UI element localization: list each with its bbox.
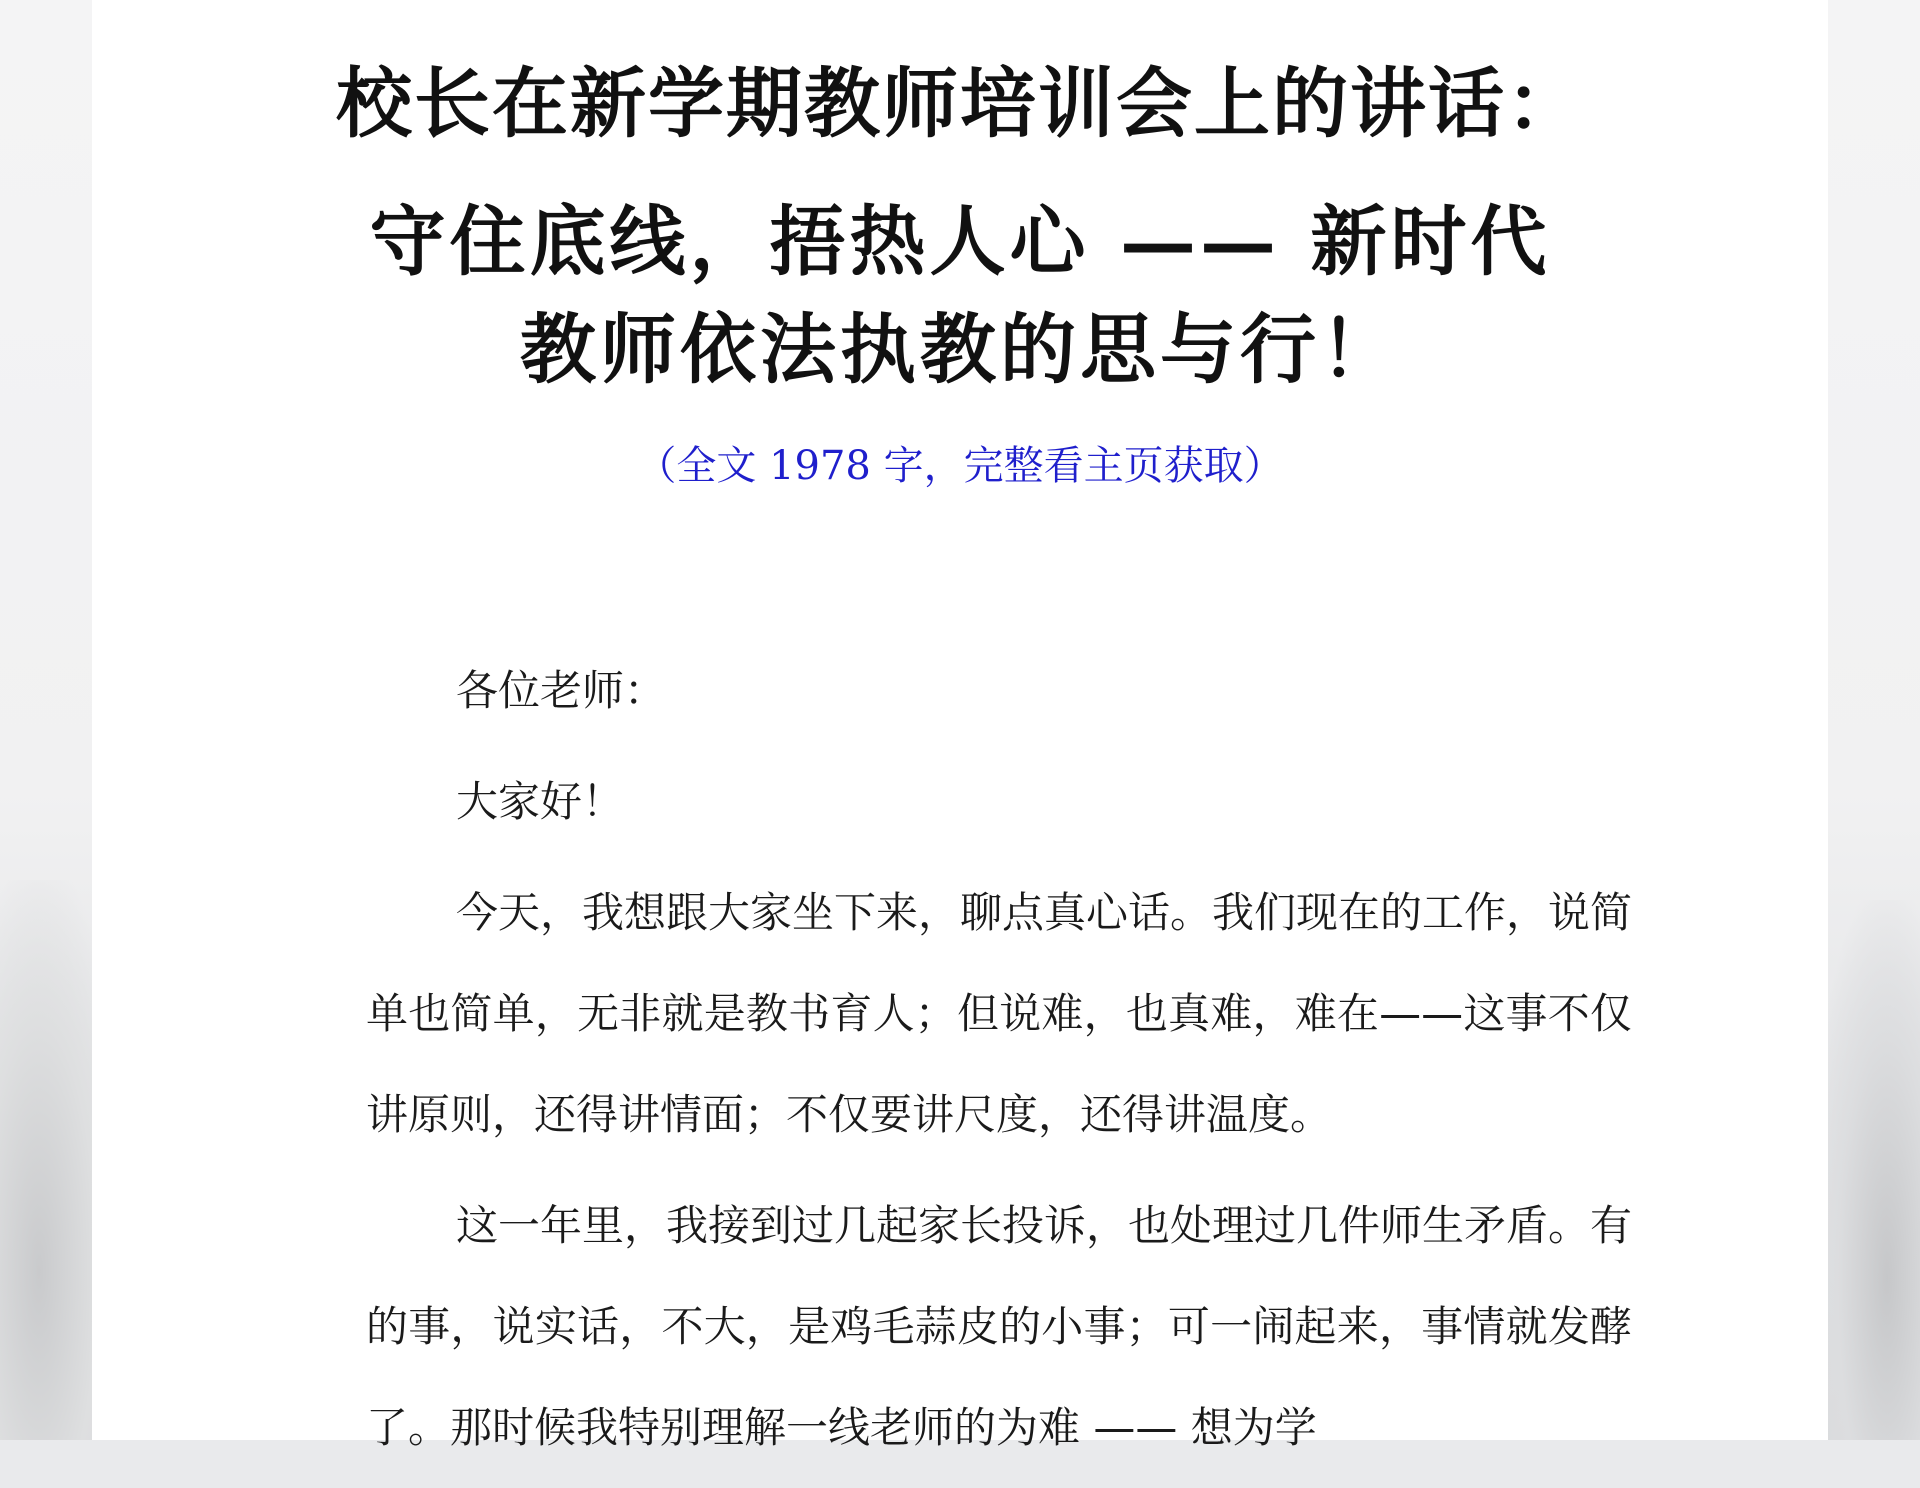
title-line-1: 校长在新学期教师培训会上的讲话： <box>336 59 1584 148</box>
word-count-note: （全文 1978 字，完整看主页获取） <box>636 443 1284 489</box>
greeting: 大家好！ <box>456 777 625 826</box>
salutation: 各位老师： <box>456 666 667 715</box>
document-page <box>92 0 1828 1452</box>
paragraph: 今天，我想跟大家坐下来，聊点真心话。我们现在的工作，说简单也简单，无非就是教书育人；但说难，也真难，难在——这事不仅讲原则，还得讲情面；不仅要讲尺度，还得讲温度。 <box>366 888 1633 1139</box>
speech-body <box>366 640 1632 1488</box>
title-line-2: 守住底线，捂热人心 —— 新时代 <box>369 197 1551 286</box>
title-line-3: 教师依法执教的思与行！ <box>520 305 1400 394</box>
paragraph: 这一年里，我接到过几起家长投诉，也处理过几件师生矛盾。有的事，说实话，不大，是鸡毛蒜皮的小事；可一闹起来，事情就发酵了。那时候我特别理解一线老师的为难 —— 想为学 <box>366 1201 1633 1452</box>
